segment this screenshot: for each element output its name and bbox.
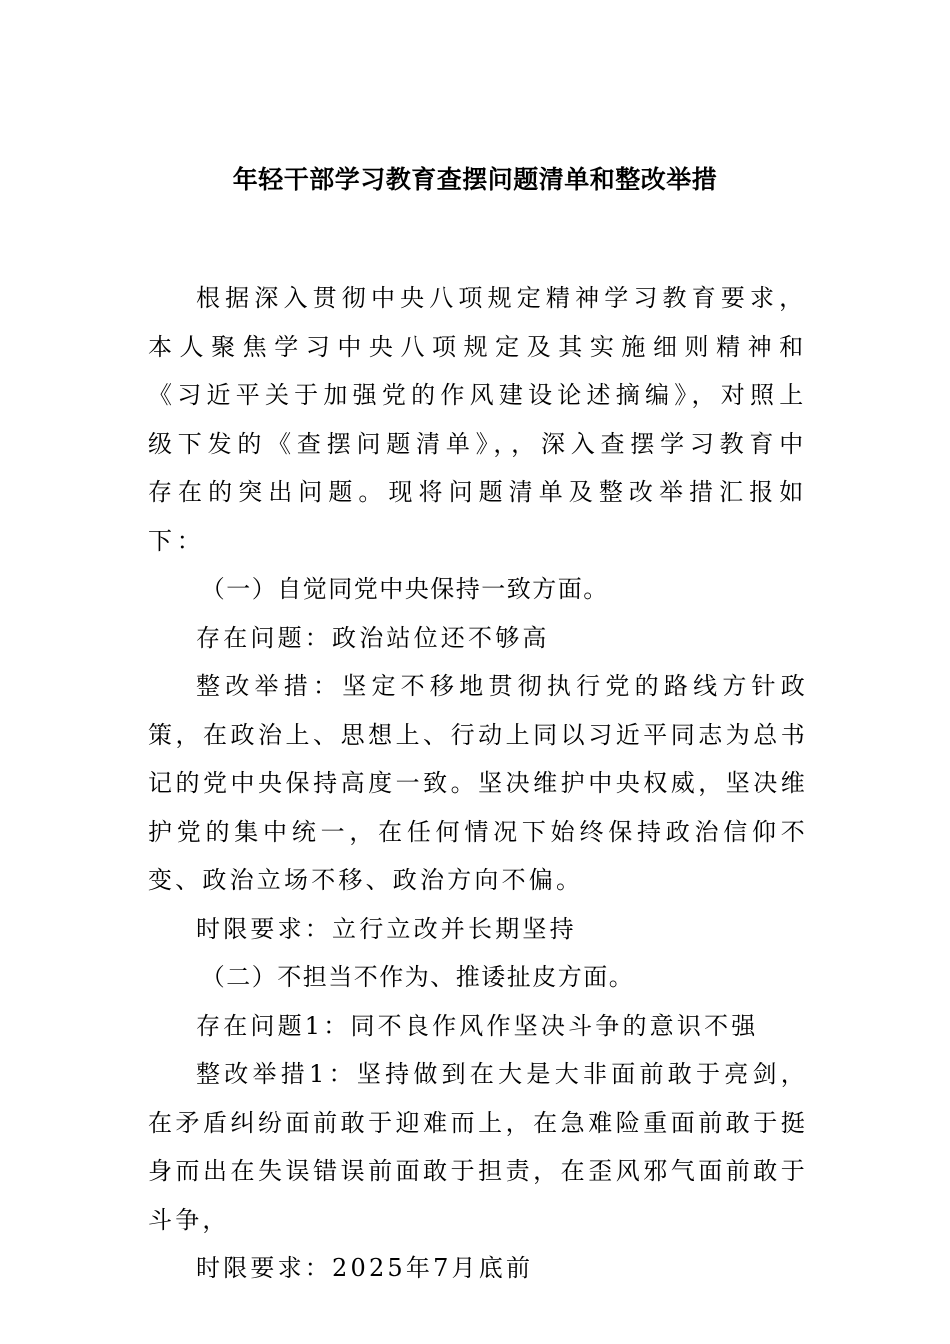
deadline-paragraph-1: 时限要求：立行立改并长期坚持 <box>196 914 577 943</box>
deadline-paragraph-2: 时限要求：2025年7月底前 <box>196 1254 534 1282</box>
problem-paragraph-1: 存在问题：政治站位还不够高 <box>196 623 550 652</box>
document-body <box>148 274 808 1293</box>
intro-paragraph: 根据深入贯彻中央八项规定精神学习教育要求，本人聚焦学习中央八项规定及其实施细则精神和《习近平关于加强党的作风建设论述摘编》，对照上级下发的《查摆问题清单》，，深入查摆学习教育中存在的突出问题。现将问题清单及整改举措汇报如下： <box>148 284 808 555</box>
section-heading-1: （一）自觉同党中央保持一致方面。 <box>200 575 609 603</box>
measure-paragraph-2: 整改举措1：坚持做到在大是大非面前敢于亮剑，在矛盾纠纷面前敢于迎难而上，在急难险重面前敢于挺身而出在失误错误前面敢于担责，在歪风邪气面前敢于斗争， <box>148 1060 808 1234</box>
section-heading-2: （二）不担当不作为、推诿扯皮方面。 <box>200 963 635 991</box>
problem-paragraph-2: 存在问题1：同不良作风作坚决斗争的意识不强 <box>196 1011 759 1040</box>
measure-paragraph-1: 整改举措：坚定不移地贯彻执行党的路线方针政策，在政治上、思想上、行动上同以习近平同志为总书记的党中央保持高度一致。坚决维护中央权威，坚决维护党的集中统一，在任何情况下始终保持政治信仰不变、政治立场不移、政治方向不偏。 <box>148 672 808 894</box>
document-title: 年轻干部学习教育查摆问题清单和整改举措 <box>232 165 718 194</box>
